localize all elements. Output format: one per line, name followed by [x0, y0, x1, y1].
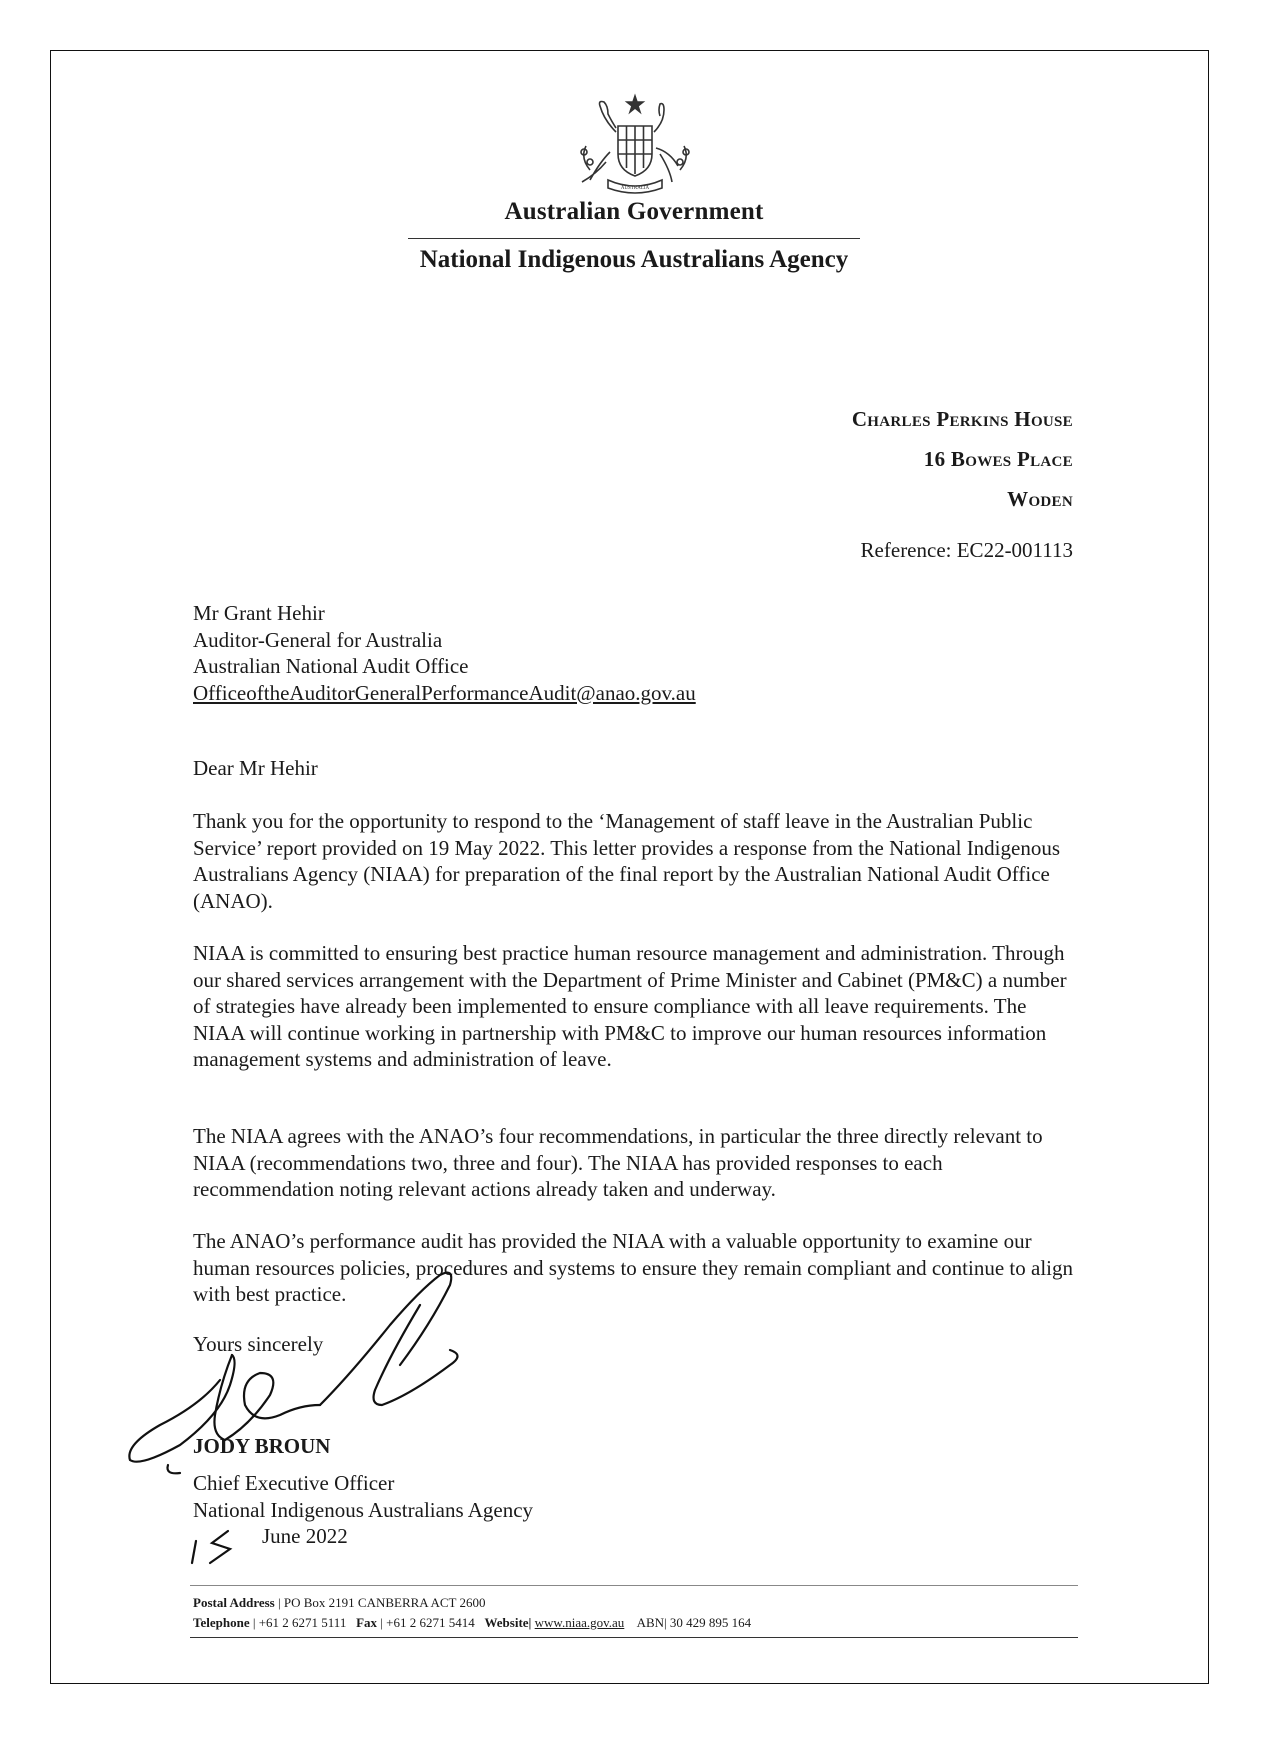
address-line-1: Charles Perkins House [851, 407, 1073, 431]
signatory-name: JODY BROUN [193, 1434, 331, 1458]
footer-contact [193, 1593, 751, 1633]
handwritten-signature [120, 1255, 520, 1485]
recipient-block [193, 600, 696, 706]
agency-name: National Indigenous Australians Agency [419, 246, 849, 273]
postal-value: PO Box 2191 CANBERRA ACT 2600 [283, 1595, 486, 1610]
telephone-value: +61 2 6271 5111 [258, 1615, 347, 1630]
fax-label: Fax [356, 1615, 378, 1630]
address-line-3: Woden [1007, 487, 1073, 511]
signature-date: June 2022 [262, 1524, 348, 1548]
recipient-title: Auditor-General for Australia [193, 627, 443, 652]
signatory-title: Chief Executive Officer [193, 1471, 395, 1495]
reference-number: Reference: EC22-001113 [860, 538, 1073, 562]
abn-value: 30 429 895 164 [669, 1615, 752, 1630]
abn-label: ABN| [636, 1615, 667, 1630]
website-label: Website| [484, 1615, 532, 1630]
signatory-agency: National Indigenous Australians Agency [193, 1498, 534, 1522]
body-paragraph-3: The NIAA agrees with the ANAO’s four recommendations, in particular the three directly relevant to NIAA (recommendations two, three and four). The NIAA has provided responses to each recommendation noting relevant actions already taken and underway. [193, 1124, 1043, 1201]
recipient-office: Australian National Audit Office [193, 654, 469, 678]
website-link[interactable]: www.niaa.gov.au [534, 1615, 625, 1630]
footer-phone-line: Telephone | +61 2 6271 5111 Fax | +61 2 6271 5414 Website| www.niaa.gov.au ABN| 30 429 895 164 [193, 1615, 752, 1630]
recipient-email-link[interactable]: OfficeoftheAuditorGeneralPerformanceAudit@anao.gov.au [193, 680, 696, 705]
handwritten-date-day [188, 1523, 248, 1567]
closing-phrase: Yours sincerely [193, 1332, 324, 1356]
body-paragraph-2: NIAA is committed to ensuring best practice human resource management and administration. Through our shared services arrangement with the Department of Prime Minister and Cabinet (PM&C) a number of strategies have already been implemented to ensure compliance with all leave requirements. The NIAA will continue working in partnership with PM&C to improve our human resources information management systems and administration of leave. [193, 941, 1067, 1071]
header-divider [408, 238, 860, 239]
body-paragraph-4: The ANAO’s performance audit has provided the NIAA with a valuable opportunity to examine our human resources policies, procedures and systems to ensure they remain compliant and continue to align with best practice. [193, 1229, 1074, 1306]
footer-divider-top [190, 1585, 1078, 1586]
postal-label: Postal Address [193, 1595, 275, 1610]
salutation: Dear Mr Hehir [193, 756, 318, 780]
body-paragraph-1: Thank you for the opportunity to respond to the ‘Management of staff leave in the Australian Public Service’ report provided on 19 May 2022. This letter provides a response from the National Indigenous Australians Agency (NIAA) for preparation of the final report by the Australian National Audit Office (ANAO). [193, 809, 1061, 913]
telephone-label: Telephone [193, 1615, 250, 1630]
footer-postal-line: Postal Address | PO Box 2191 CANBERRA ACT 2600 [193, 1595, 486, 1610]
fax-value: +61 2 6271 5414 [386, 1615, 475, 1630]
address-line-2: 16 Bowes Place [923, 447, 1073, 471]
government-name: Australian Government [504, 198, 764, 225]
footer-divider-bottom [190, 1637, 1078, 1638]
coat-of-arms-icon [560, 92, 710, 200]
recipient-name: Mr Grant Hehir [193, 601, 325, 625]
svg-text:AUSTRALIA: AUSTRALIA [620, 186, 650, 191]
